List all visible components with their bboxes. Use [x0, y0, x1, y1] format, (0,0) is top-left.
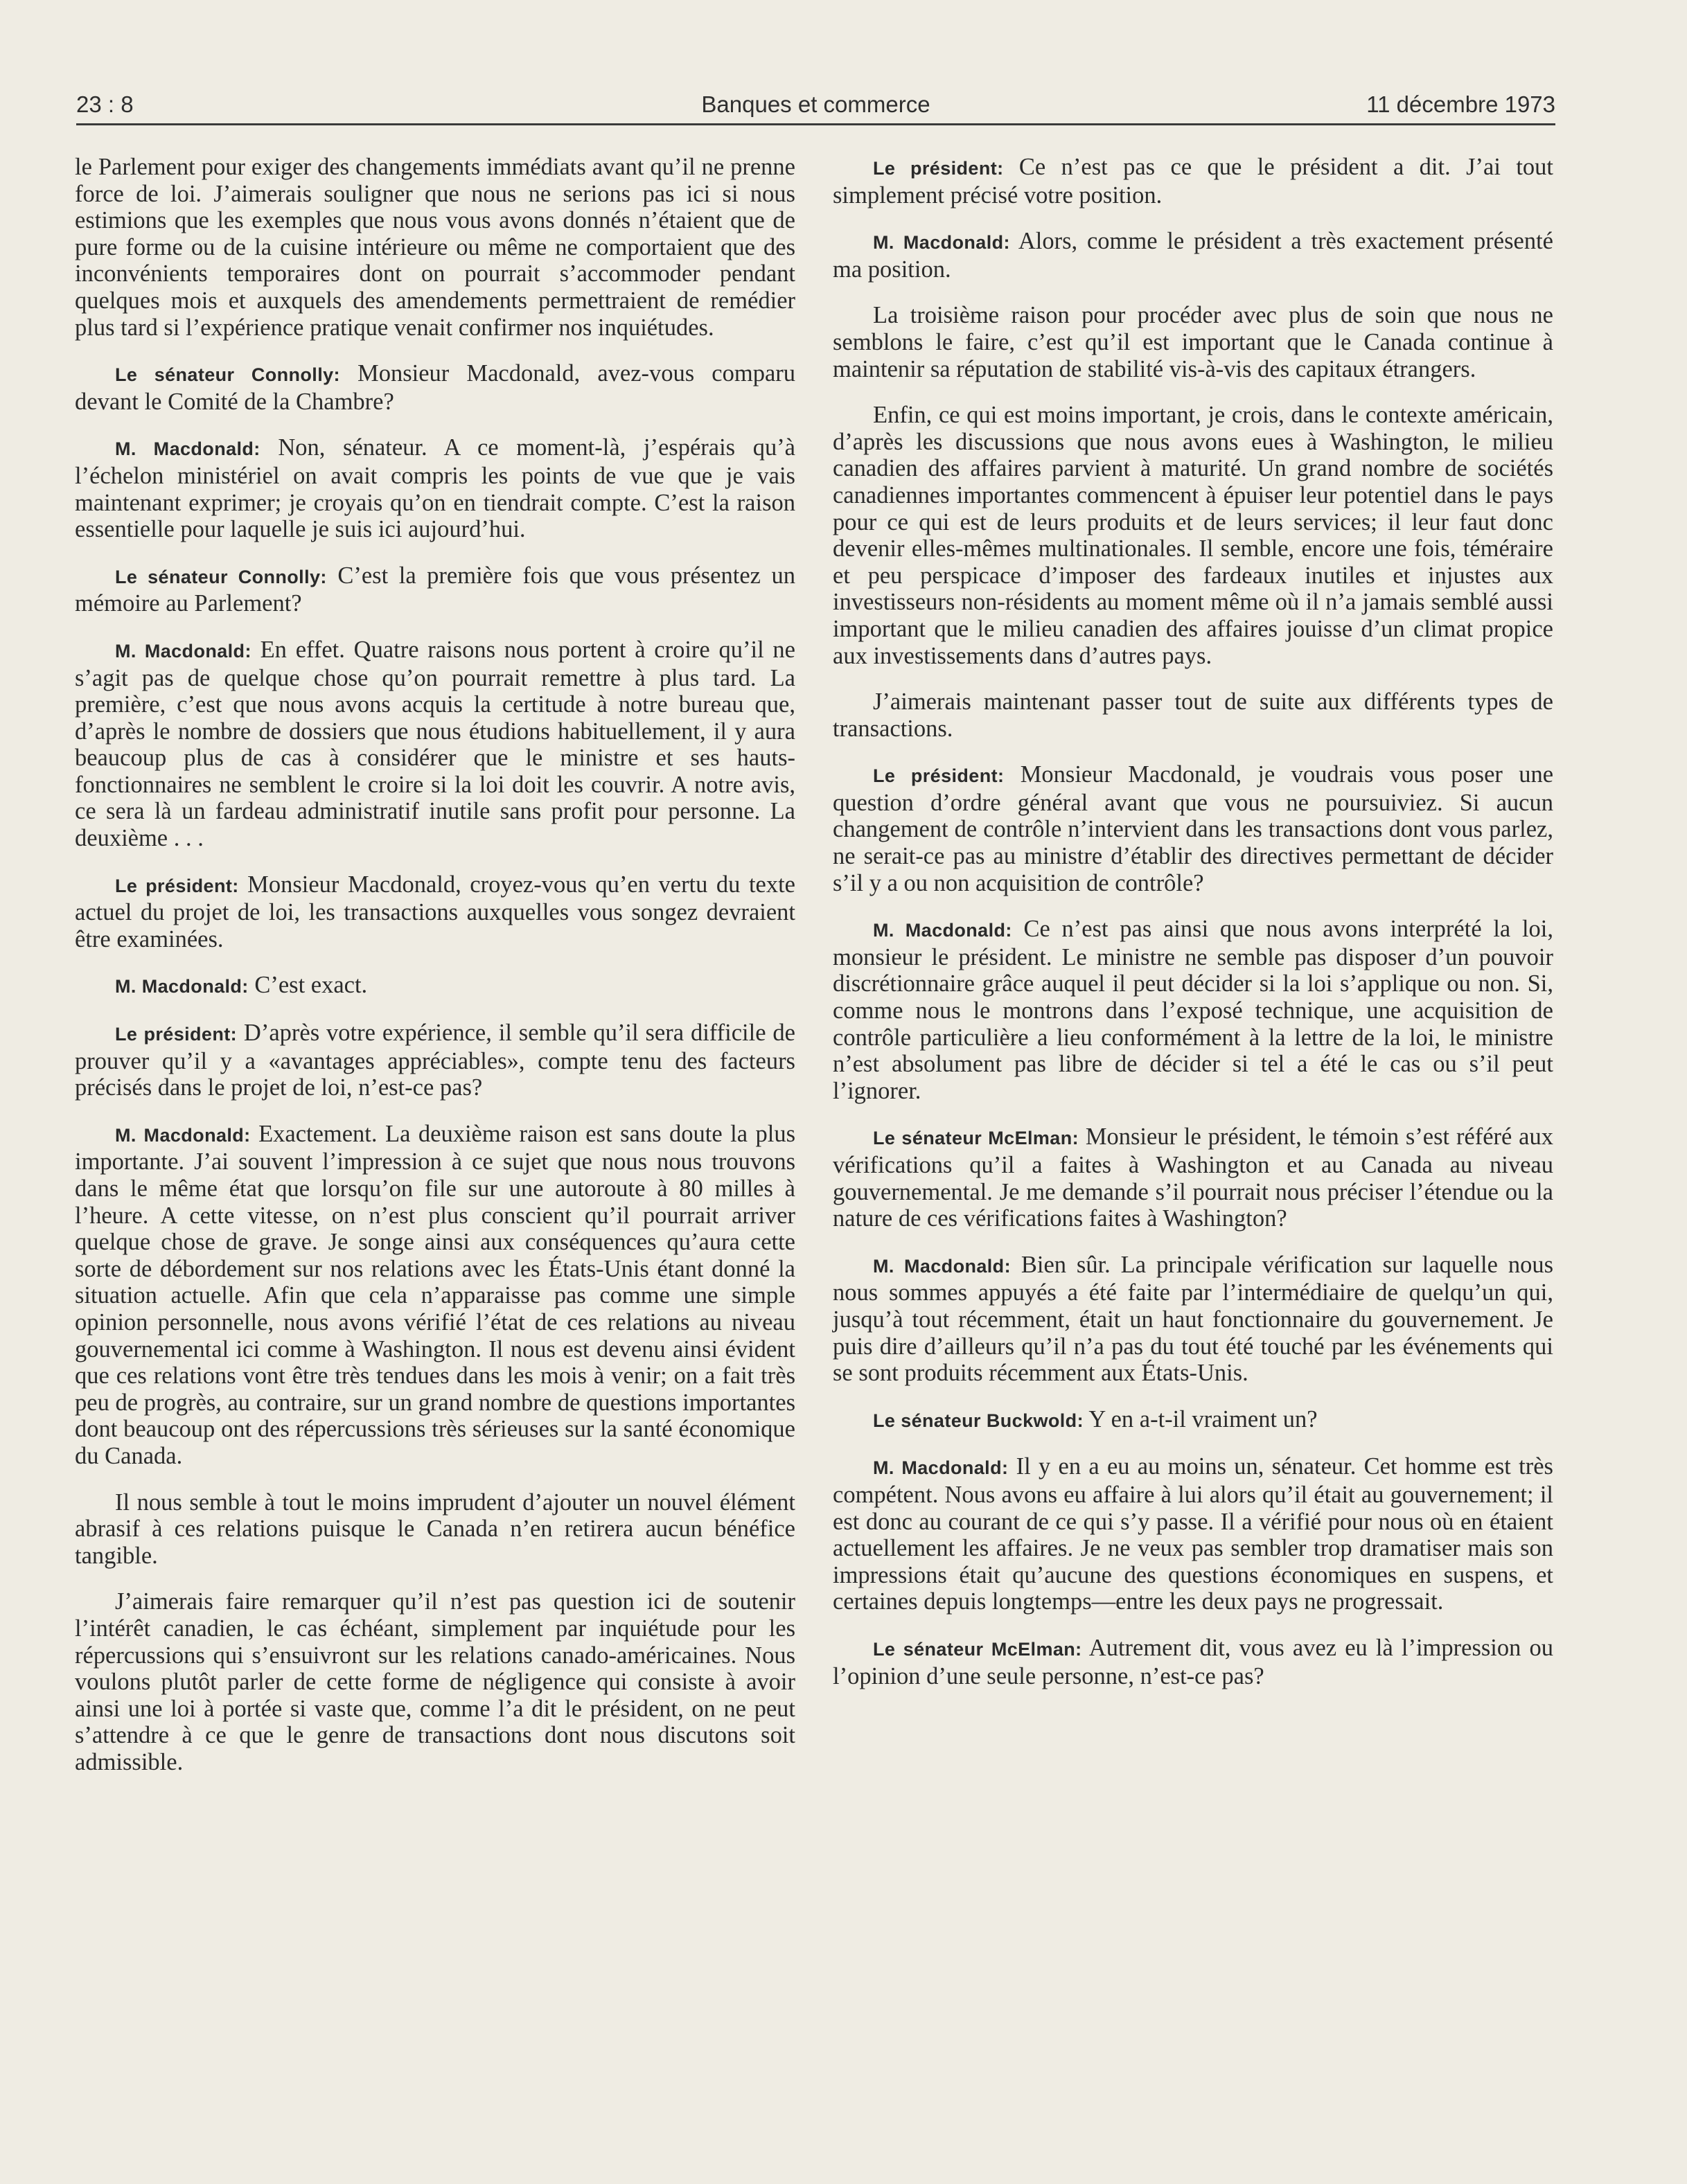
speaker-label: M. Macdonald:: [873, 1457, 1009, 1479]
paragraph-text: J’aimerais maintenant passer tout de suite aux différents types de transactions.: [833, 689, 1553, 742]
paragraph: [833, 1124, 1553, 1232]
paragraph: [75, 562, 795, 617]
paragraph: [75, 871, 795, 953]
speaker-label: Le président:: [873, 158, 1004, 179]
paragraph: [833, 402, 1553, 669]
speaker-label: M. Macdonald:: [115, 438, 260, 460]
paragraph: [75, 154, 795, 341]
speaker-label: Le sénateur McElman:: [873, 1638, 1082, 1660]
issue-date: 11 décembre 1973: [1366, 91, 1555, 117]
paragraph-text: En effet. Quatre raisons nous portent à croire qu’il ne s’agit pas de quelque chose qu’on pourrait remettre à plus tard. La première, c’est que nous avons acquis la certitude à notre bureau que, d’après le nombre de dossiers que nous étudions habituellement, il y aura beaucoup plus de cas à considérer que le ministre et ses hauts-fonctionnaires ne semblent le croire si la loi doit les couvrir. A notre avis, ce sera là un fardeau administratif inutile sans profit pour personne. La deuxième . . .: [75, 636, 795, 852]
paragraph: [833, 689, 1553, 742]
speaker-label: Le sénateur McElman:: [873, 1128, 1079, 1149]
paragraph-text: C’est exact.: [254, 972, 368, 999]
paragraph-text: Monsieur Macdonald, je voudrais vous poser une question d’ordre général avant que vous ne poursuiviez. Si aucun changement de contrôle n’intervient dans les transactions dont vous parlez, ne serait-ce pas au ministre d’établir des directives permettant de décider s’il y a ou non acquisition de contrôle?: [833, 761, 1554, 896]
paragraph: [75, 1020, 795, 1101]
running-header: [76, 87, 1555, 125]
right-column: [833, 154, 1553, 1709]
speaker-label: M. Macdonald:: [115, 640, 251, 662]
paragraph: [75, 637, 795, 852]
speaker-label: Le sénateur Buckwold:: [873, 1410, 1084, 1431]
paragraph-text: Monsieur le président, le témoin s’est référé aux vérifications qu’il a faites à Washington et au Canada au niveau gouvernemental. Je me demande s’il pourrait nous préciser l’étendue ou la nature de ces vérifications faites à Washington?: [833, 1124, 1553, 1232]
paragraph: [75, 1121, 795, 1470]
speaker-label: Le président:: [115, 1024, 238, 1045]
speaker-label: M. Macdonald:: [115, 1124, 251, 1146]
paragraph-text: D’après votre expérience, il semble qu’il sera difficile de prouver qu’il y a «avantages appréciables», compte tenu des facteurs précisés dans le projet de loi, n’est-ce pas?: [75, 1020, 795, 1101]
paragraph-text: Non, sénateur. A ce moment-là, j’espérais qu’à l’échelon ministériel on avait compris les points de vue que je vais maintenant exprimer; je croyais qu’on en tiendrait compte. C’est la raison essentielle pour laquelle je suis ici aujourd’hui.: [75, 434, 795, 543]
paragraph: [75, 1588, 795, 1775]
paragraph-text: Il y en a eu au moins un, sénateur. Cet homme est très compétent. Nous avons eu affaire à lui alors qu’il était au gouvernement; il est donc au courant de ce qui s’y passe. Il a vérifié pour nous où en étaient actuellement les affaires. Je ne veux pas sembler trop dramatiser mais son impressions était qu’aucune des questions économiques en suspens, et certaines depuis longtemps—entre les deux pays ne progressait.: [833, 1453, 1553, 1615]
speaker-label: Le sénateur Connolly:: [115, 364, 340, 386]
paragraph: [833, 302, 1553, 382]
paragraph: [833, 1635, 1553, 1689]
speaker-label: M. Macdonald:: [115, 976, 249, 997]
paragraph-text: Bien sûr. La principale vérification sur laquelle nous nous sommes appuyés a été faite par l’intermédiaire de quelqu’un qui, jusqu’à tout récemment, était un haut fonctionnaire du gouvernement. Je puis dire d’ailleurs qu’il n’a pas du tout été touché par les événements qui se sont produits récemment aux États-Unis.: [833, 1251, 1553, 1387]
speaker-label: M. Macdonald:: [873, 920, 1012, 941]
paragraph-text: Y en a-t-il vraiment un?: [1088, 1405, 1318, 1432]
speaker-label: Le président:: [115, 875, 239, 896]
paragraph-text: le Parlement pour exiger des changements immédiats avant qu’il ne prenne force de loi. J’aimerais souligner que nous ne serions pas ici si nous estimions que les exemples que nous vous avons donnés n’étaient que de pure forme ou de la cuisine intérieure ou même ne comportaient que des inconvénients temporaires dont on pourrait s’accommoder pendant quelques mois et auxquels des amendements permettraient de remédier plus tard si l’expérience pratique venait confirmer nos inquiétudes.: [75, 154, 795, 341]
paragraph: [833, 228, 1553, 283]
paragraph-text: J’aimerais faire remarquer qu’il n’est pas question ici de soutenir l’intérêt canadien, le cas échéant, simplement par inquiétude pour les répercussions qui s’ensuivront sur les relations canado-américaines. Nous voulons plutôt parler de cette forme de négligence qui consiste à avoir ainsi une loi à portée si vaste que, comme l’a dit le président, on ne peut s’attendre à ce que le genre de transactions dont nous discutons soit admissible.: [75, 1588, 795, 1775]
paragraph: [833, 916, 1553, 1104]
paragraph: [833, 1406, 1553, 1435]
paragraph: [75, 972, 795, 1000]
paragraph-text: Exactement. La deuxième raison est sans doute la plus importante. J’ai souvent l’impression à ce sujet que nous nous trouvons dans le même état que lorsqu’on file sur une autoroute à 80 milles à l’heure. A cette vitesse, on n’est plus conscient qu’il pourrait arriver quelque chose de grave. Je songe ainsi aux conséquences qu’aura cette sorte de débordement sur nos relations avec les États-Unis étant donné la situation actuelle. Afin que cela n’apparaisse pas comme une simple opinion personnelle, nous avons vérifié l’état de ces relations au niveau gouvernemental ici comme à Washington. Il nous est devenu ainsi évident que ces relations vont être très tendues dans les mois à venir; on a fait très peu de progrès, au contraire, sur un grand nombre de questions importantes dont beaucoup ont des répercussions très sérieuses sur la santé économique du Canada.: [75, 1120, 796, 1469]
paragraph-text: Monsieur Macdonald, avez-vous comparu devant le Comité de la Chambre?: [75, 360, 795, 415]
paragraph: [833, 761, 1553, 896]
paragraph: [833, 154, 1553, 208]
publication-title: Banques et commerce: [701, 91, 930, 117]
paragraph-text: Autrement dit, vous avez eu là l’impression ou l’opinion d’une seule personne, n’est-ce pas?: [833, 1634, 1553, 1689]
paragraph: [75, 434, 795, 542]
paragraph: [75, 1489, 795, 1570]
speaker-label: M. Macdonald:: [873, 1255, 1011, 1277]
paragraph-text: C’est la première fois que vous présentez un mémoire au Parlement?: [75, 562, 795, 617]
paragraph-text: Ce n’est pas ce que le président a dit. J’ai tout simplement précisé votre position.: [833, 154, 1553, 208]
paragraph-text: Enfin, ce qui est moins important, je crois, dans le contexte américain, d’après les discussions que nous avons eues à Washington, le milieu canadien des affaires parvient à maturité. Un grand nombre de sociétés canadiennes importantes commencent à épuiser leur potentiel dans le pays pour ce qui est de leurs produits et de leurs services; il leur faut donc devenir elles-mêmes multinationales. Il semble, encore une fois, téméraire et peu perspicace d’imposer des fardeaux inutiles et injustes aux investisseurs non-résidents au moment même où il n’a jamais semblé aussi important que le milieu canadien des affaires jouisse d’un climat propice aux investissements dans d’autres pays.: [833, 402, 1553, 669]
paragraph: [833, 1453, 1553, 1615]
paragraph-text: Monsieur Macdonald, croyez-vous qu’en vertu du texte actuel du projet de loi, les transactions auxquelles vous songez devraient être examinées.: [75, 871, 795, 952]
paragraph: [833, 1252, 1553, 1387]
paragraph-text: La troisième raison pour procéder avec plus de soin que nous ne semblons le faire, c’est qu’il est important que le Canada continue à maintenir sa réputation de stabilité vis-à-vis des capitaux étrangers.: [833, 302, 1553, 382]
paragraph-text: Ce n’est pas ainsi que nous avons interprété la loi, monsieur le président. Le ministre ne semble pas disposer d’un pouvoir discrétionnaire grâce auquel il peut décider si la loi s’applique ou non. Si, comme nous le montrons dans l’exposé technique, une acquisition de contrôle particulière a lieu conformément à la lettre de la loi, le ministre n’est absolument pas libre de décider si tel a été le cas ou s’il peut l’ignorer.: [833, 916, 1553, 1104]
paragraph: [75, 360, 795, 415]
paragraph-text: Il nous semble à tout le moins imprudent d’ajouter un nouvel élément abrasif à ces relations puisque le Canada n’en retirera aucun bénéfice tangible.: [75, 1489, 795, 1569]
paragraph-text: Alors, comme le président a très exactement présenté ma position.: [833, 228, 1553, 283]
speaker-label: M. Macdonald:: [873, 232, 1010, 254]
left-column: [75, 154, 795, 1795]
page-number: 23 : 8: [76, 91, 134, 117]
speaker-label: Le président:: [873, 765, 1005, 787]
speaker-label: Le sénateur Connolly:: [115, 566, 327, 587]
